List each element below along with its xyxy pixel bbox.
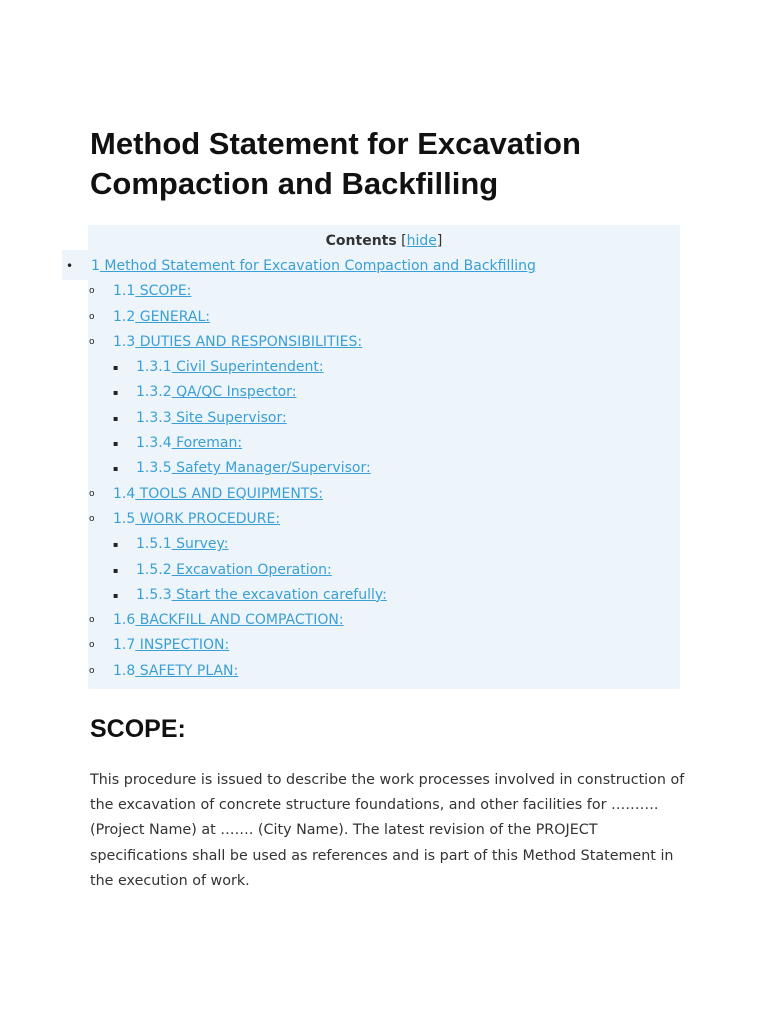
toc-item-label[interactable]: Foreman: — [171, 435, 243, 452]
toc-bullet-icon: ▪ — [113, 363, 119, 373]
toc-item-label[interactable]: Method Statement for Excavation Compaction and Backfilling — [99, 258, 536, 274]
toc-toggle-bracket-close: ] — [436, 233, 443, 249]
toc-item-number[interactable]: 1.1 — [113, 283, 136, 300]
toc-bullet-icon: o — [89, 615, 95, 626]
toc-bullet-icon: ▪ — [113, 540, 119, 550]
toc-item-number[interactable]: 1.5.3 — [136, 586, 172, 603]
toc-bullet-icon: ▪ — [113, 464, 119, 474]
toc-item[interactable] — [0, 633, 768, 658]
toc-bullet-icon: ▪ — [113, 413, 119, 423]
toc-item-number[interactable]: 1.3.4 — [136, 435, 172, 452]
toc-item[interactable] — [0, 305, 768, 330]
toc-item-label[interactable]: DUTIES AND RESPONSIBILITIES: — [135, 333, 363, 350]
toc-item-label[interactable]: GENERAL: — [135, 308, 210, 325]
toc-item-number[interactable]: 1.4 — [113, 485, 136, 502]
toc-item-label[interactable]: WORK PROCEDURE: — [135, 510, 281, 527]
toc-item[interactable] — [0, 254, 768, 279]
toc-item[interactable] — [0, 279, 768, 304]
toc-bullet-icon: o — [89, 640, 95, 651]
toc-bullet-icon: ▪ — [113, 590, 119, 600]
toc-item[interactable] — [0, 507, 768, 532]
toc-item-label[interactable]: Excavation Operation: — [171, 561, 332, 578]
toc-item[interactable] — [0, 406, 768, 431]
toc-item[interactable] — [0, 330, 768, 355]
section-heading-scope: SCOPE: — [90, 715, 186, 743]
toc-title: Contents — [325, 233, 397, 249]
toc-item[interactable] — [0, 659, 768, 684]
toc-item-label[interactable]: Start the excavation carefully: — [171, 586, 387, 603]
toc-item-label[interactable]: INSPECTION: — [135, 637, 230, 654]
toc-item[interactable] — [0, 558, 768, 583]
toc-item-number[interactable]: 1.3 — [113, 333, 136, 350]
toc-item-label[interactable]: Site Supervisor: — [171, 409, 287, 426]
toc-bullet-icon: o — [89, 311, 95, 322]
page-title: Method Statement for Excavation Compaction and Backfilling — [90, 126, 581, 201]
toc-item-number[interactable]: 1.8 — [113, 662, 136, 679]
toc-bullet-icon: ▪ — [113, 439, 119, 449]
toc-item[interactable] — [0, 380, 768, 405]
toc-item-number[interactable]: 1.3.1 — [136, 359, 172, 376]
toc-item-label[interactable]: BACKFILL AND COMPACTION: — [135, 612, 344, 629]
toc-item[interactable] — [0, 456, 768, 481]
toc-bullet-icon: o — [89, 513, 95, 524]
toc-list — [0, 254, 768, 684]
toc-bullet-icon: ▪ — [113, 565, 119, 575]
toc-item-number[interactable]: 1.2 — [113, 308, 136, 325]
toc-item[interactable] — [0, 532, 768, 557]
toc-item-label[interactable]: Civil Superintendent: — [171, 359, 324, 376]
toc-item-number[interactable]: 1 — [91, 258, 100, 274]
toc-bullet-icon: o — [89, 336, 95, 347]
toc-item-number[interactable]: 1.5 — [113, 510, 136, 527]
toc-hide-link[interactable]: hide — [406, 233, 437, 249]
toc-item-number[interactable]: 1.7 — [113, 637, 136, 654]
toc-toggle-bracket-open: [ — [401, 233, 407, 249]
toc-item-number[interactable]: 1.3.3 — [136, 409, 172, 426]
toc-item-label[interactable]: SCOPE: — [135, 283, 192, 300]
toc-item-label[interactable]: Survey: — [171, 536, 229, 553]
toc-bullet-icon: o — [89, 286, 95, 297]
toc-item-number[interactable]: 1.3.5 — [136, 460, 172, 477]
toc-item[interactable] — [0, 583, 768, 608]
toc-bullet-icon: ▪ — [113, 388, 119, 398]
toc-item-label[interactable]: TOOLS AND EQUIPMENTS: — [135, 485, 323, 502]
toc-bullet-icon: o — [89, 488, 95, 499]
toc-header — [88, 229, 680, 253]
toc-item[interactable] — [0, 431, 768, 456]
scope-paragraph: This procedure is issued to describe the work processes involved in construction of the excavation of concrete structure foundations, and other facilities for ………. (Project Name) at ……. (City Name). The latest revision of the PROJECT specifications shall be used as references and is part of this Method Statement in the execution of work. — [90, 772, 685, 889]
toc-item[interactable] — [0, 608, 768, 633]
toc-item[interactable] — [0, 355, 768, 380]
toc-item-label[interactable]: QA/QC Inspector: — [171, 384, 297, 401]
toc-item[interactable] — [0, 482, 768, 507]
toc-bullet-icon: o — [89, 665, 95, 676]
toc-bullet-icon: • — [66, 259, 74, 273]
toc-item-number[interactable]: 1.5.2 — [136, 561, 172, 578]
toc-item-number[interactable]: 1.6 — [113, 612, 136, 629]
toc-item-label[interactable]: Safety Manager/Supervisor: — [171, 460, 371, 477]
toc-item-label[interactable]: SAFETY PLAN: — [135, 662, 239, 679]
toc-item-number[interactable]: 1.3.2 — [136, 384, 172, 401]
toc-item-number[interactable]: 1.5.1 — [136, 536, 172, 553]
